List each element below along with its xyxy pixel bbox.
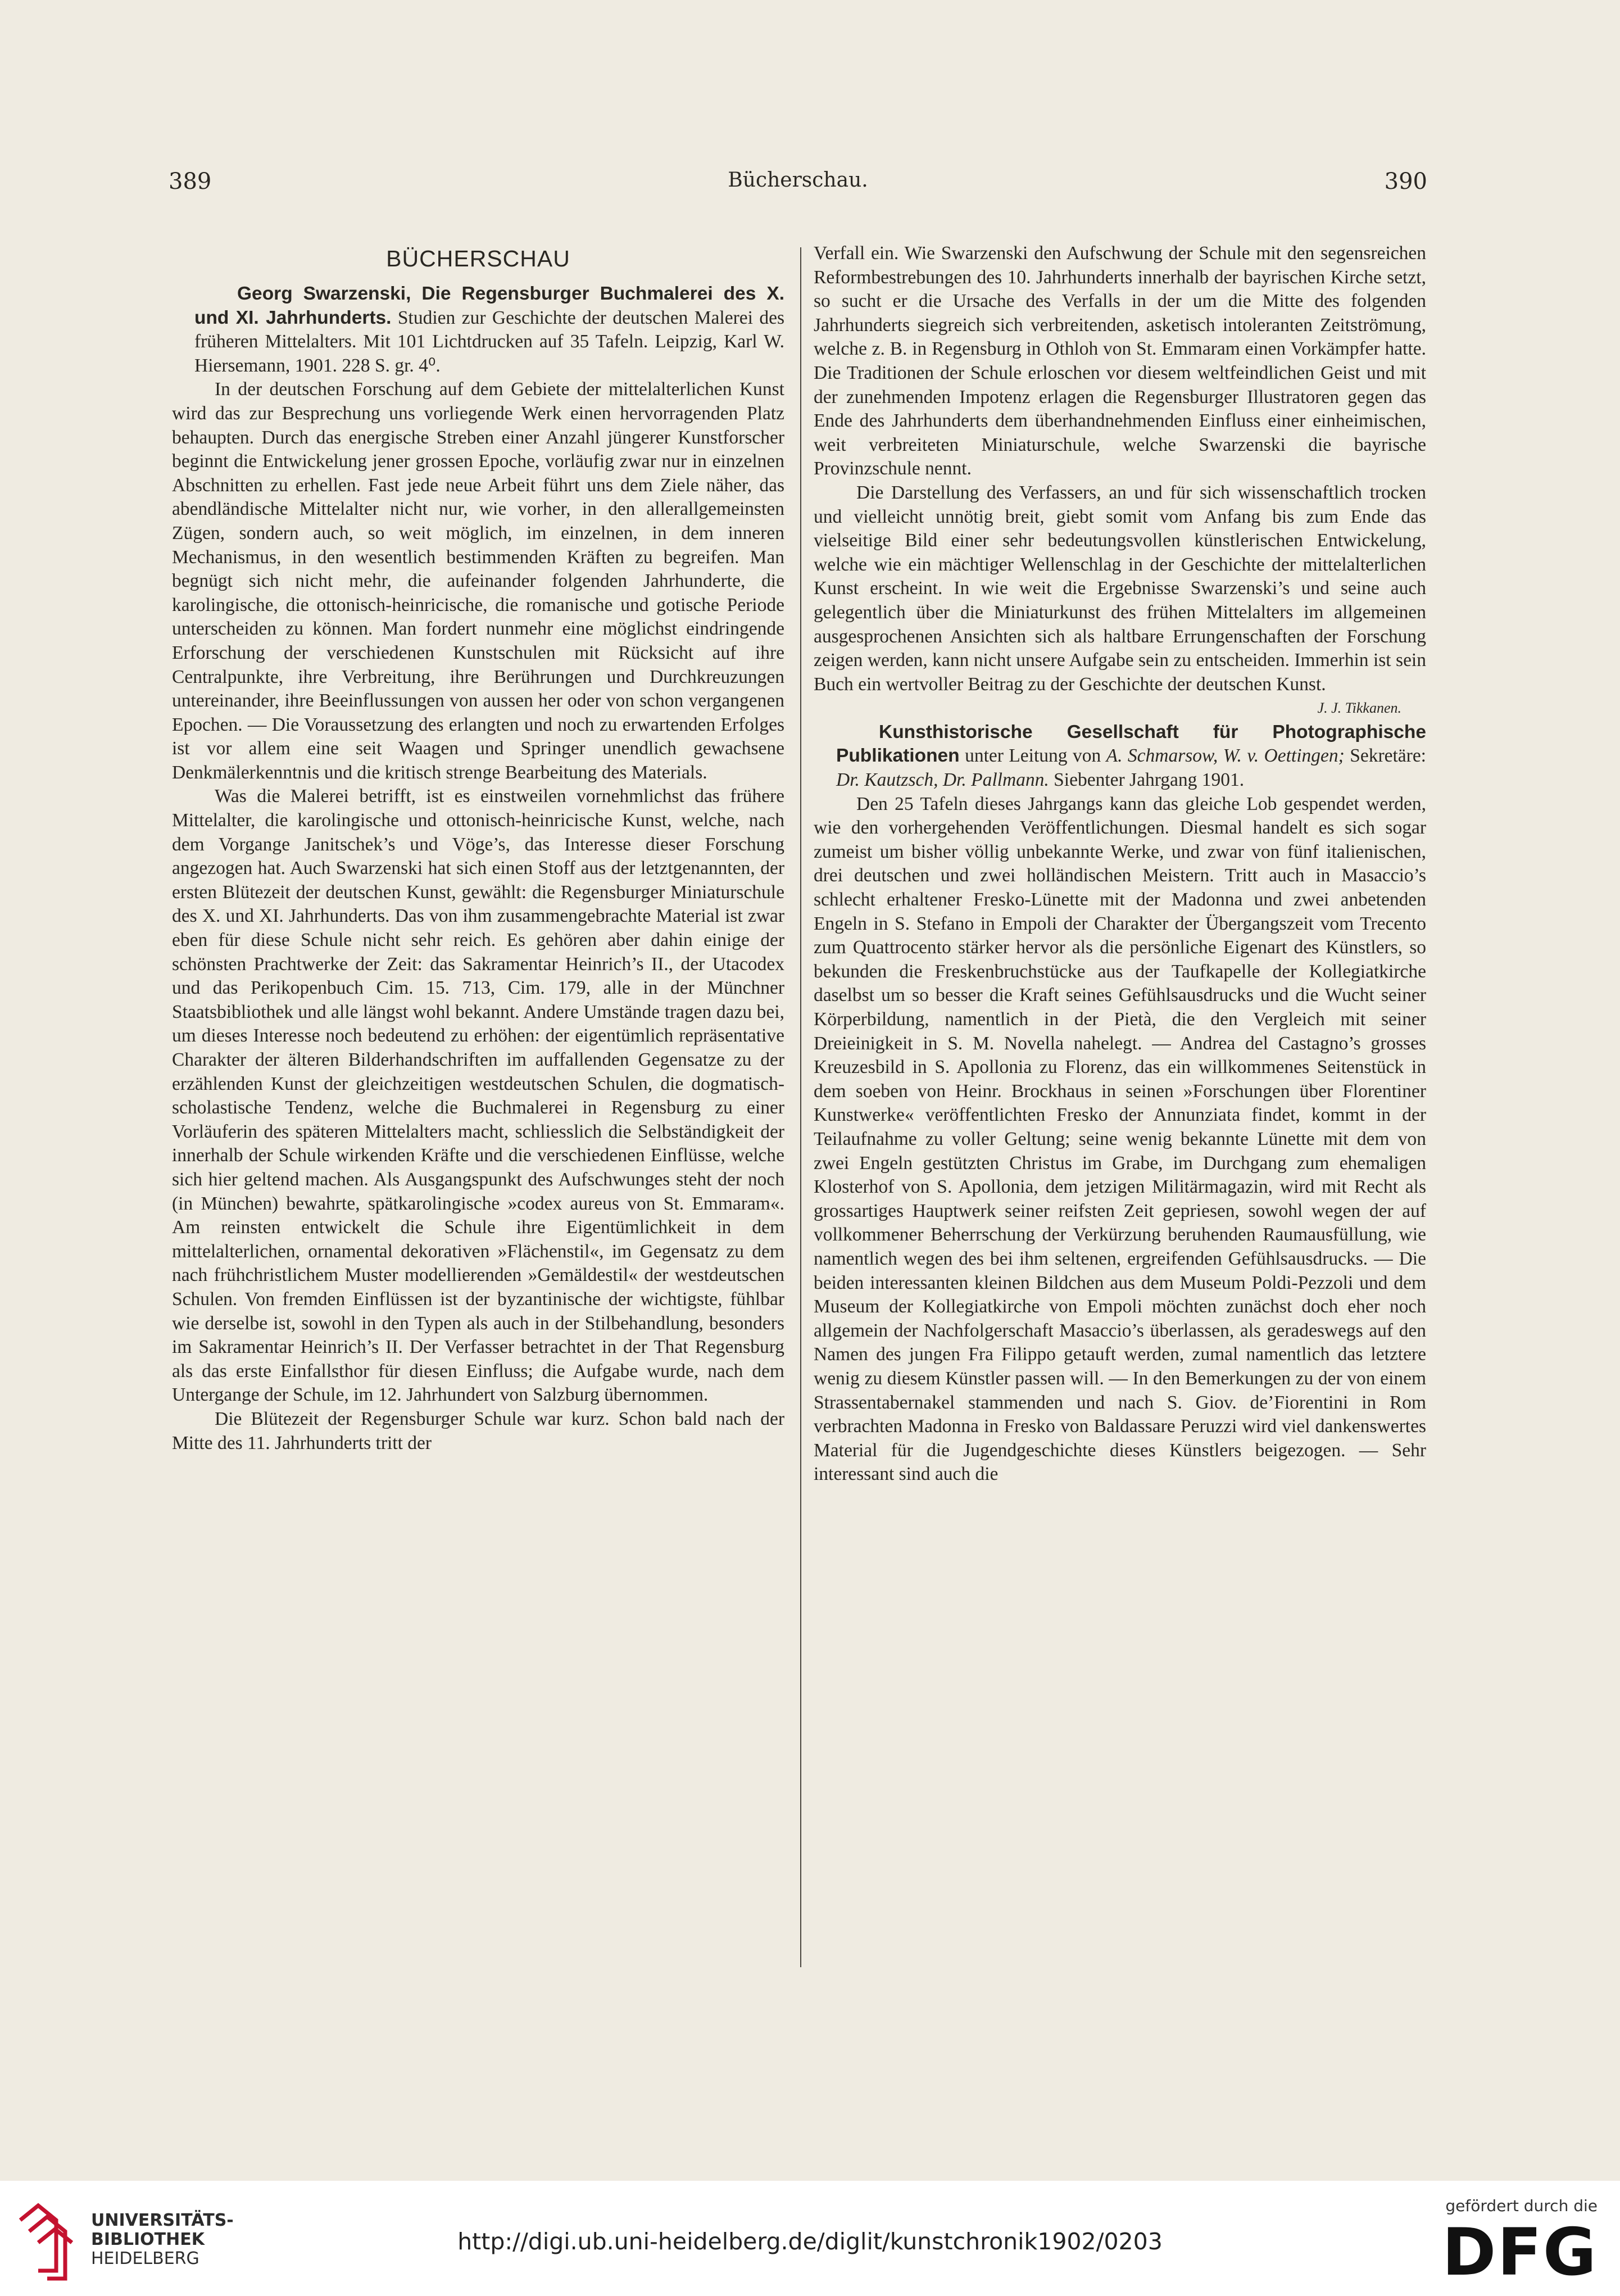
- library-name: UNIVERSITÄTS- BIBLIOTHEK HEIDELBERG: [91, 2211, 234, 2268]
- review-paragraph: Verfall ein. Wie Swarzenski den Aufschwung der Schule mit den segensreichen Reformbestrebungen des 10. Jahrhunderts innerhalb der bayrischen Kirche setzt, so sucht er die Ursache des Verfalls in der um die Mitte des folgenden Jahrhunderts siegreich sich verbreitenden, asketisch intoleranten Zeitströmung, welche z. B. in Regensburg in Othloh von St. Emmaram einen Vorkämpfer hatte. Die Traditionen der Schule erloschen vor diesem weltfeindlichen Geist und mit der zunehmenden Impotenz erlagen die Regensburger Illustratoren gegen das Ende des Jahrhunderts dem überhandnehmenden Einfluss einer einheimischen, weit verbreiteten Miniaturschule, welche Swarzenski die bayrische Provinzschule nennt.: [814, 243, 1426, 479]
- review-paragraph: Die Blütezeit der Regensburger Schule war kurz. Schon bald nach der Mitte des 11. Jahrhunderts tritt der: [172, 1408, 784, 1453]
- dfg-logo: DFG: [1442, 2215, 1598, 2290]
- book-entry-swarzenski: [172, 282, 784, 378]
- book-entry-gesellschaft: Kunsthistorische Gesellschaft für Photographische Publikationen unter Leitung von A. Schmarsow, W. v. Oettingen; Sekretäre: Dr. Kautzsch, Dr. Pallmann. Siebenter Jahrgang 1901.: [836, 721, 1426, 791]
- review-paragraph: Die Darstellung des Verfassers, an und für sich wissenschaftlich trocken und vielleicht unnötig breit, giebt somit vom Anfang bis zum Ende das vielseitige Bild einer sehr bedeutungsvollen künstlerischen Entwickelung, welche wie ein mächtiger Wellenschlag in der Geschichte der mittelalterlichen Kunst erscheint. In wie weit die Ergebnisse Swarzenski’s und seine auch gelegentlich über die Miniaturkunst des frühen Mittelalters im allgemeinen ausgesprochenen Ansichten sich als haltbare Errungenschaften der Forschung zeigen werden, kann nicht unsere Aufgabe sein zu entscheiden. Immerhin ist sein Buch ein wertvoller Beitrag zu der Geschichte der deutschen Kunst.: [814, 482, 1426, 695]
- reviewer-signature: J. J. Tikkanen.: [1317, 700, 1401, 717]
- running-header: [169, 169, 1427, 202]
- column-divider: [800, 247, 801, 1967]
- book-entry-title: Georg Swarzenski, Die Regensburger Buchmalerei des X. und XI. Jahrhunderts.: [194, 283, 784, 328]
- right-column: [814, 242, 1426, 1984]
- book-entry-title: Kunsthistorische Gesellschaft für Photographische Publikationen: [836, 721, 1426, 767]
- book-entry-details: Studien zur Geschichte der deutschen Malerei des früheren Mittelalters. Mit 101 Lichtdrucken auf 35 Tafeln. Leipzig, Karl W. Hiersemann, 1901. 228 S. gr. 4⁰.: [194, 307, 784, 376]
- funding-caption: gefördert durch die: [1445, 2197, 1598, 2215]
- running-title: Bücherschau.: [728, 169, 868, 192]
- section-title: BÜCHERSCHAU: [386, 246, 570, 271]
- page-number-left: 389: [169, 169, 212, 194]
- page-number-right: 390: [1384, 169, 1427, 194]
- left-column: [172, 242, 784, 1984]
- source-url-link[interactable]: http://digi.ub.uni-heidelberg.de/diglit/kunstchronik1902/0203: [457, 2228, 1163, 2255]
- review-paragraph: Den 25 Tafeln dieses Jahrgangs kann das gleiche Lob gespendet werden, wie den vorhergehenden Veröffentlichungen. Diesmal handelt es sich sogar zumeist um bisher völlig unbekannte Werke, und zwar von fünf italienischen, drei deutschen und zwei holländischen Meistern. Tritt auch in Masaccio’s schlecht erhaltener Fresko-Lünette mit der Madonna und zwei anbetenden Engeln in S. Stefano in Empoli der Charakter der Übergangszeit vom Trecento zum Quattrocento stärker hervor als die persönliche Eigenart des Künstlers, so bekunden die Freskenbruchstücke aus der Taufkapelle der Kollegiatkirche daselbst um so besser die Kraft seines Gefühlsausdrucks und die Wucht seiner Körperbildung, namentlich in der Pietà, die den Vergleich mit seiner Dreieinigkeit in S. M. Novella nahelegt. — Andrea del Castagno’s grosses Kreuzesbild in S. Apollonia zu Florenz, das ein willkommenes Seitenstück in dem soeben von Heinr. Brockhaus in seinen »Forschungen über Florentiner Kunstwerke« veröffentlichten Fresko der Annunziata findet, kommt in der Teilaufnahme zu voller Geltung; seine wenig bekannte Lünette mit dem von zwei Engeln gestützten Christus im Grabe, im Durchgang zum ehemaligen Klosterhof von S. Apollonia, dem jetzigen Militärmagazin, wird mit Recht als grossartiges Hauptwerk seiner reifsten Zeit gepriesen, sowohl wegen der auf vollkommener Beherrschung der Verkürzung beruhenden Raumausfüllung, wie namentlich wegen des bei ihm seltenen, ergreifenden Gefühlsausdrucks. — Die beiden interessanten kleinen Bildchen aus dem Museum Poldi-Pezzoli und dem Museum der Kollegiatkirche von Empoli möchten zunächst doch eher noch allgemein der Nachfolgerschaft Masaccio’s überlassen, als geradeswegs auf den Namen des jungen Fra Filippo getauft werden, zumal namentlich das letztere wenig zu diesem Künstler passen will. — In den Bemerkungen zu der von einem Strassentabernakel stammenden und nach S. Giov. de’Fiorentini in Rom verbrachten Madonna in Fresko von Baldassare Peruzzi wird viel dankenswertes Material für die Jugendgeschichte dieses Künstlers beigezogen. — Sehr interessant sind auch die: [814, 793, 1426, 1485]
- review-paragraph: In der deutschen Forschung auf dem Gebiete der mittelalterlichen Kunst wird das zur Besprechung uns vorliegende Werk einen hervorragenden Platz behaupten. Durch das energische Streben einer Anzahl jüngerer Kunstforscher beginnt die Entwickelung jener grossen Epoche, vorläufig zwar nur in einzelnen Abschnitten zu erhellen. Fast jede neue Arbeit führt uns dem Ziele näher, das abendländische Mittelalter nicht nur, wie vorher, in den allerallgemeinsten Zügen, sondern auch, so weit möglich, im einzelnen, in dem inneren Mechanismus, in den wesentlich bestimmenden Kräften zu begreifen. Man begnügt sich nicht mehr, die aufeinander folgenden Jahrhunderte, die karolingische, die ottonisch-heinricische, die romanische und gotische Periode unterscheiden zu können. Man fordert nunmehr eine möglichst eindringende Erforschung der verschiedenen Kunstschulen mit Rücksicht auf ihre Centralpunkte, ihre Verbreitung, ihre Berührungen und Durchkreuzungen untereinander, ihre Beeinflussungen von aussen her oder von schon vergangenen Epochen. — Die Voraussetzung des erlangten und noch zu erwartenden Erfolges ist vor allem eine seit Waagen und Springer unendlich gewachsene Denkmälerkenntnis und die kritisch strenge Bearbeitung des Materials.: [172, 379, 784, 783]
- review-paragraph: Was die Malerei betrifft, ist es einstweilen vornehmlichst das frühere Mittelalter, die karolingische und ottonisch-heinricische Kunst, welche, nach dem Vorgange Janitschek’s und Vöge’s, das Interesse dieser Forschung angezogen hat. Auch Swarzenski hat sich einen Stoff aus der letztgenannten, der ersten Blütezeit der deutschen Kunst, gewählt: die Regensburger Miniaturschule des X. und XI. Jahrhunderts. Das von ihm zusammengebrachte Material ist zwar eben für diese Schule nicht sehr reich. Es gehören aber dahin einige der schönsten Prachtwerke der Zeit: das Sakramentar Heinrich’s II., der Utacodex und das Perikopenbuch Cim. 15. 713, Cim. 179, alle in der Münchner Staatsbibliothek und alle längst wohl bekannt. Andere Umstände tragen dazu bei, um dieses Interesse noch bedeutend zu erhöhen: der eigentümlich repräsentative Charakter der älteren Bilderhandschriften im auffallenden Gegensatze zu der erzählenden Kunst der gleichzeitigen westdeutschen Schulen, die dogmatisch-scholastische Tendenz, welche die Buchmalerei in Regensburg zu einer Vorläuferin des späteren Mittelalters macht, schliesslich die Selbständigkeit der innerhalb der Schule wirkenden Kräfte und die verschiedenen Einflüsse, welche sich hier geltend machen. Als Ausgangspunkt des Aufschwunges steht der noch (in München) bewahrte, spätkarolingische »codex aureus von St. Emmaram«. Am reinsten entwickelt die Schule ihre Eigentümlichkeit in dem mittelalterlichen, ornamental dekorativen »Flächenstil«, im Gegensatz zu dem nach frühchristlichem Muster modellierenden »Gemäldestil« der westdeutschen Schulen. Von fremden Einflüssen ist der byzantinische der wichtigste, fühlbar wie derselbe ist, sowohl in den Typen als auch in der Stilbehandlung, besonders im Sakramentar Heinrich’s II. Der Verfasser betrachtet in der That Regensburg als das erste Einfallsthor für diesen Einfluss; die Aufgabe wurde, nach dem Untergange der Schule, im 12. Jahrhundert von Salzburg übernommen.: [172, 786, 784, 1406]
- footer-bar: [0, 2181, 1620, 2296]
